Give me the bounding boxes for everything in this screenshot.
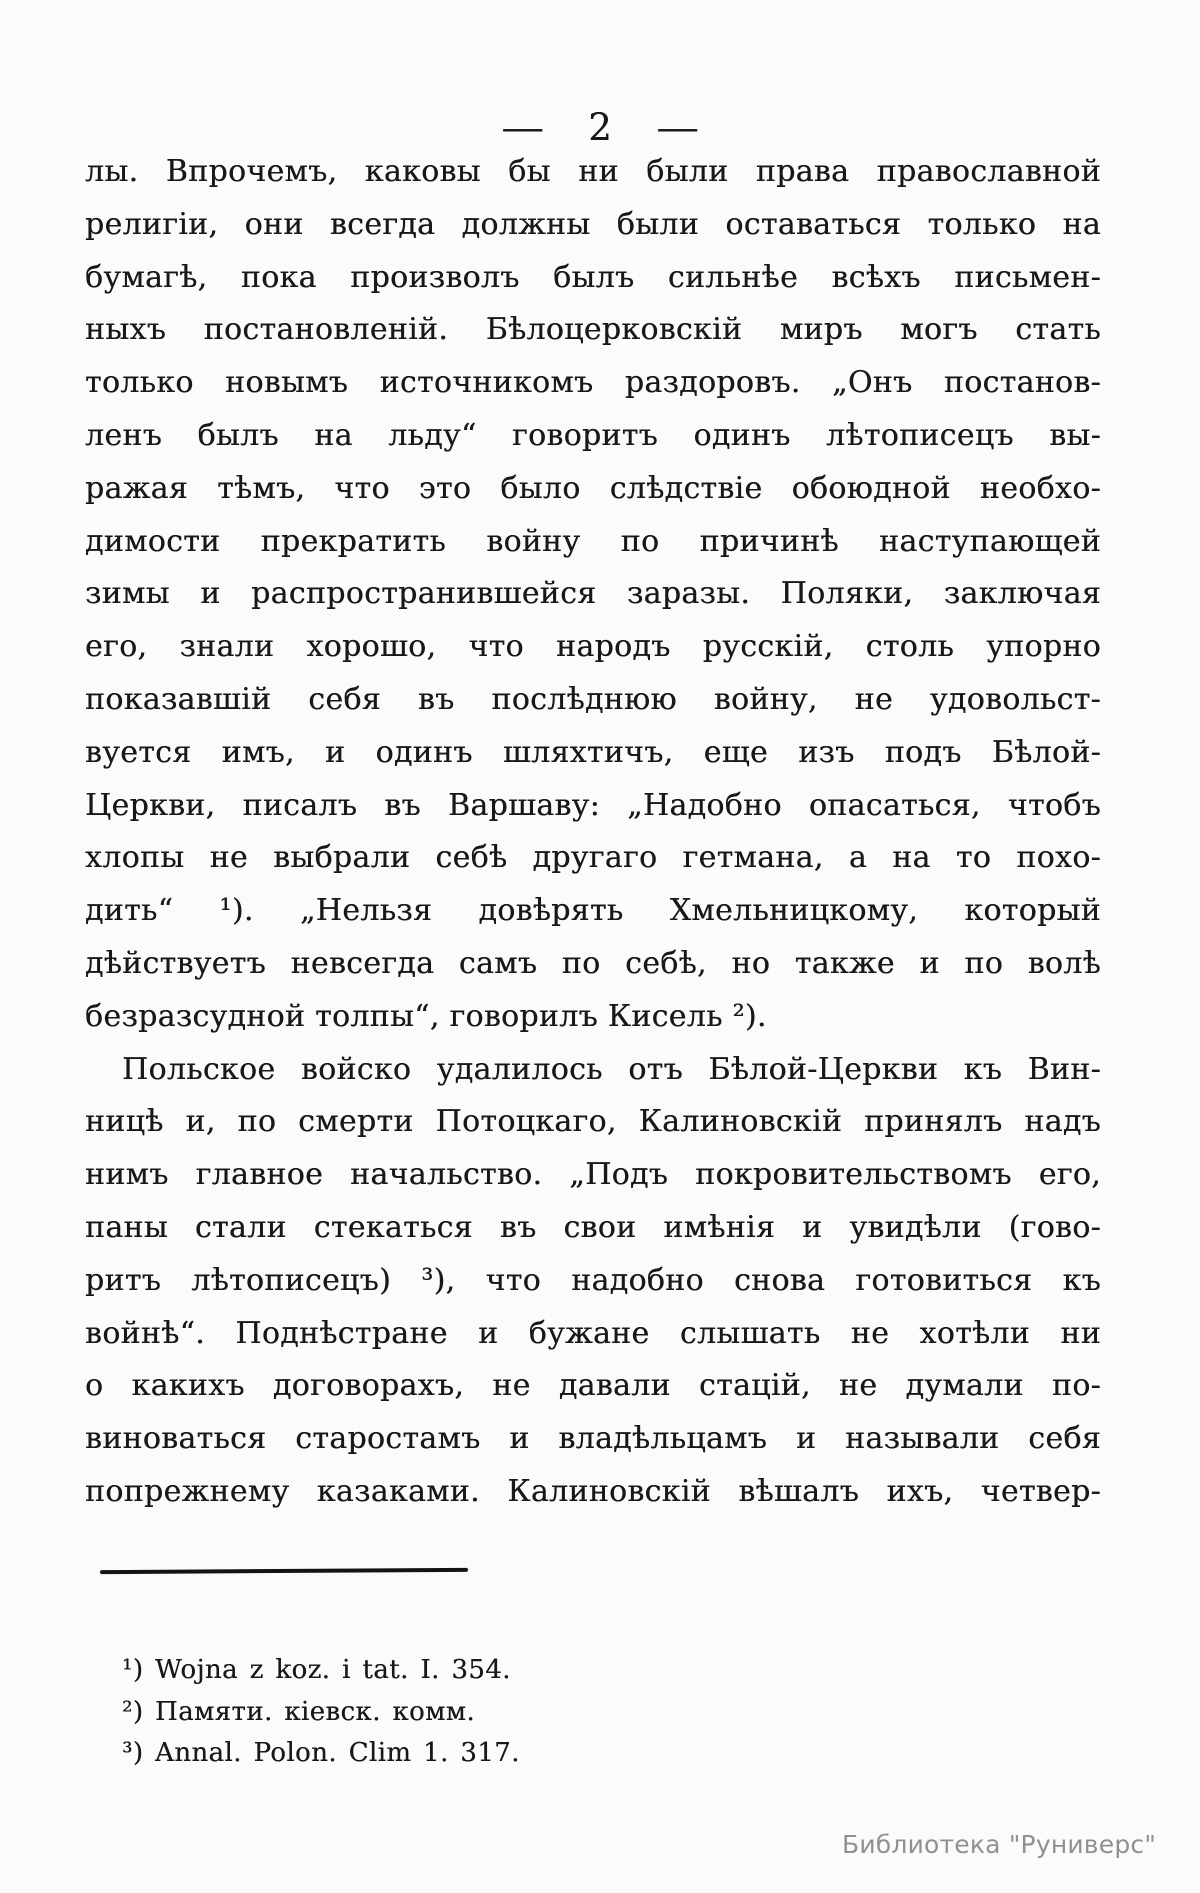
text-line: хлопы не выбрали себѣ другаго гетмана, а на то похо-	[85, 840, 1101, 876]
text-line: бумагѣ, пока произволъ былъ сильнѣе всѣхъ письмен-	[85, 259, 1101, 295]
text-line: только новымъ источникомъ раздоровъ. „Онъ постанов-	[85, 365, 1101, 401]
footnote-divider-rule	[100, 1568, 468, 1574]
body-text	[85, 146, 1101, 1519]
text-line: ленъ былъ на льду“ говоритъ одинъ лѣтописецъ вы-	[85, 417, 1101, 453]
text-line: войнѣ“. Поднѣстране и бужане слышать не хотѣли ни	[85, 1315, 1101, 1351]
text-line: показавшій себя въ послѣднюю войну, не удовольст-	[85, 681, 1101, 717]
text-line: виноваться старостамъ и владѣльцамъ и называли себя	[85, 1421, 1101, 1457]
footnotes	[122, 1650, 520, 1775]
page-number: 2	[588, 106, 612, 149]
text-line: ницѣ и, по смерти Потоцкаго, Калиновскій принялъ надъ	[85, 1104, 1101, 1140]
text-line: Церкви, писалъ въ Варшаву: „Надобно опасаться, чтобъ	[85, 787, 1101, 823]
footnote-line: ³) Annal. Polon. Clim 1. 317.	[122, 1738, 520, 1768]
text-line: паны стали стекаться въ свои имѣнія и увидѣли (гово-	[85, 1209, 1101, 1245]
text-line-paragraph-end: безразсудной толпы“, говорилъ Кисель ²).	[85, 998, 767, 1034]
header-dash-right: —	[655, 106, 699, 149]
text-line: лы. Впрочемъ, каковы бы ни были права православной	[85, 154, 1101, 189]
text-line: о какихъ договорахъ, не давали стацій, не думали по-	[85, 1368, 1101, 1404]
text-line: религіи, они всегда должны были оставаться только на	[85, 206, 1101, 242]
footnote-line: ¹) Wojna z koz. i tat. I. 354.	[122, 1655, 511, 1685]
text-line: попрежнему казаками. Калиновскій вѣшалъ ихъ, четвер-	[85, 1473, 1101, 1509]
text-line: нимъ главное начальство. „Подъ покровительствомъ его,	[85, 1157, 1101, 1193]
library-watermark: Библиотека "Руниверс"	[842, 1830, 1157, 1859]
text-line: дить“ ¹). „Нельзя довѣрять Хмельницкому, который	[85, 893, 1101, 929]
text-line: дѣйствуетъ невсегда самъ по себѣ, но также и по волѣ	[85, 945, 1101, 981]
text-line: ритъ лѣтописецъ) ³), что надобно снова готовиться къ	[85, 1262, 1101, 1298]
text-line-paragraph-start: Польское войско удалилось отъ Бѣлой-Церкви къ Вин-	[122, 1051, 1101, 1087]
footnote-line: ²) Памяти. кіевск. комм.	[122, 1696, 476, 1727]
header-dash-left: —	[501, 106, 544, 149]
text-line: вуется имъ, и одинъ шляхтичъ, еще изъ подъ Бѣлой-	[85, 734, 1101, 770]
text-line: димости прекратить войну по причинѣ наступающей	[85, 523, 1101, 559]
text-line: зимы и распространившейся заразы. Поляки, заключая	[85, 576, 1101, 612]
text-line: его, знали хорошо, что народъ русскій, столь упорно	[85, 629, 1101, 665]
text-line: ныхъ постановленій. Бѣлоцерковскій миръ могъ стать	[85, 312, 1101, 348]
running-head	[0, 108, 1200, 148]
text-line: ражая тѣмъ, что это было слѣдствіе обоюдной необхо-	[85, 470, 1101, 506]
